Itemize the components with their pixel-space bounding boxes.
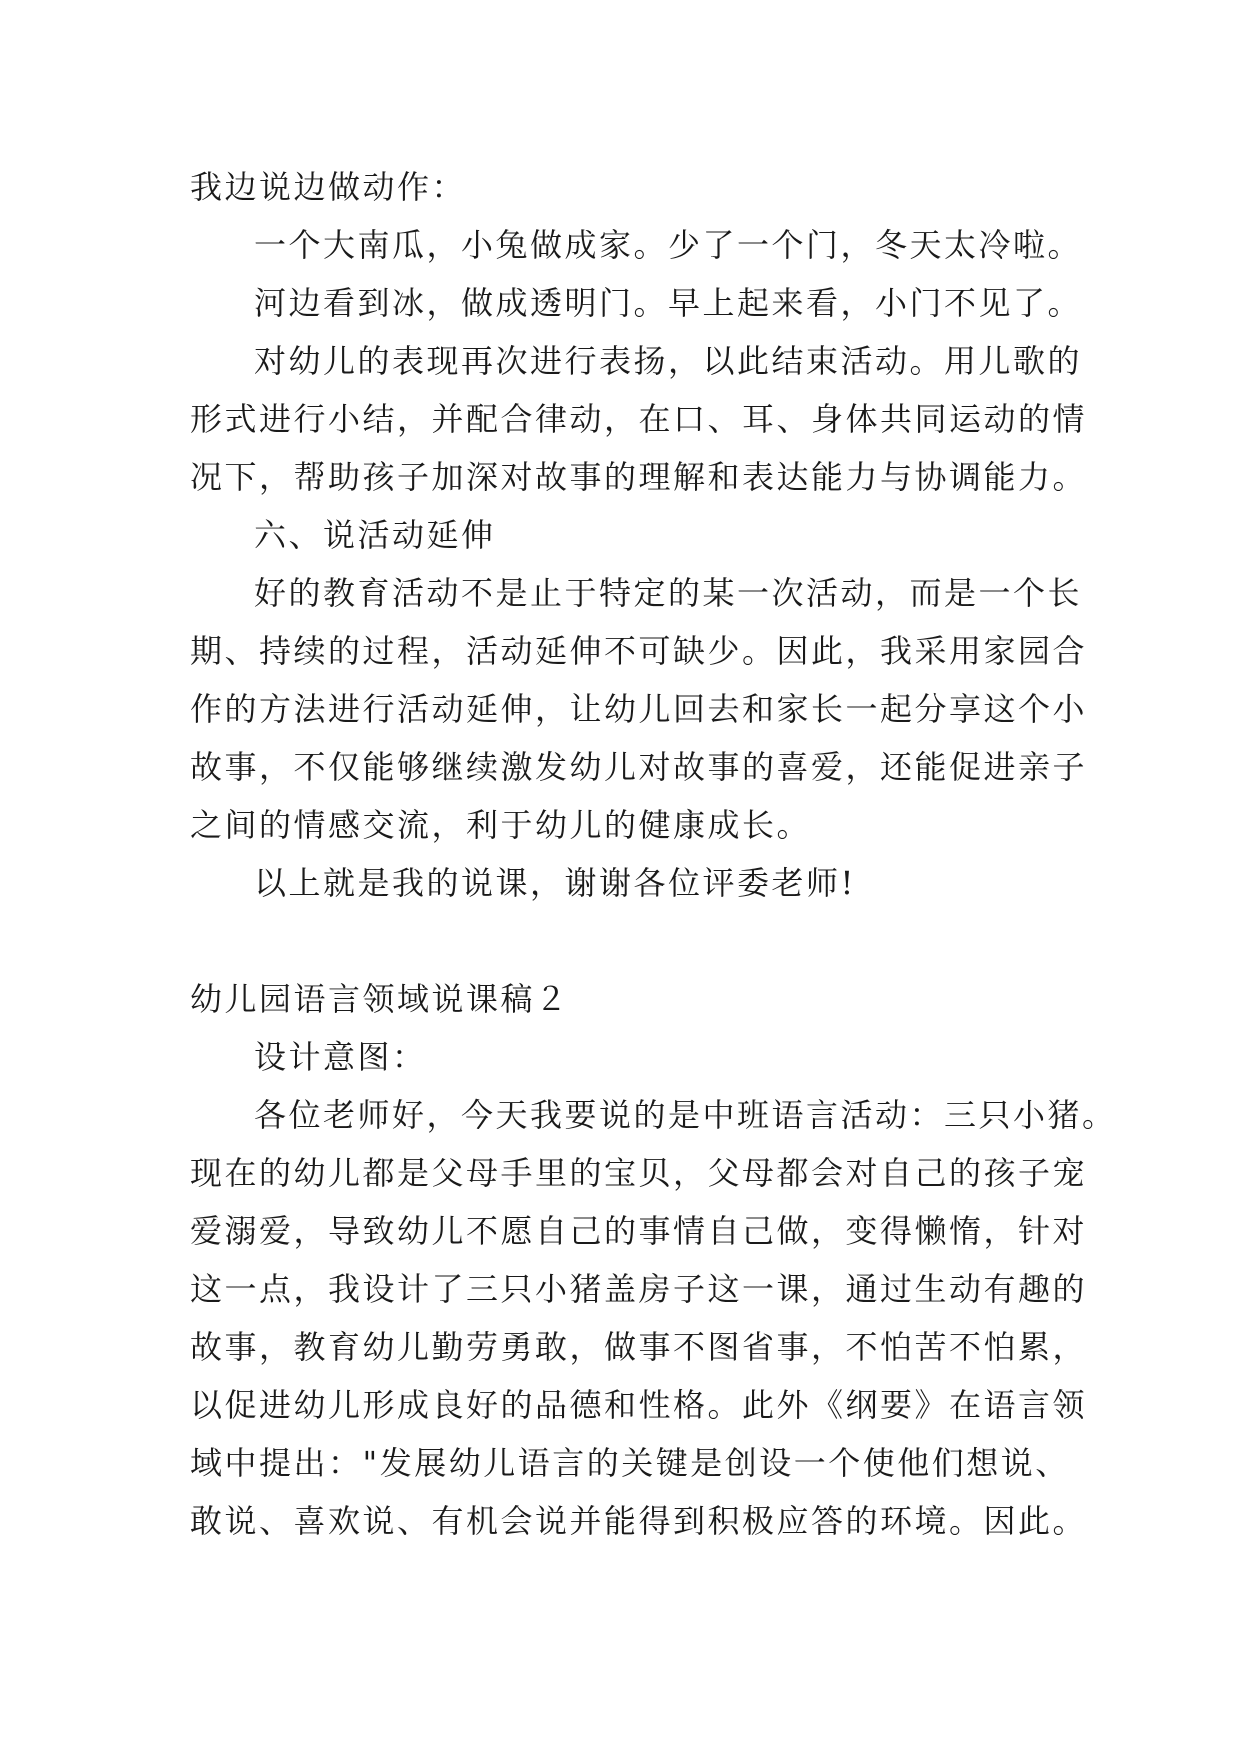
paragraph-line: 形式进行小结，并配合律动，在口、耳、身体共同运动的情 [190,400,1088,438]
paragraph-line: 敢说、喜欢说、有机会说并能得到积极应答的环境。因此。 [190,1502,1088,1540]
paragraph-line: 各位老师好，今天我要说的是中班语言活动：三只小猪。 [254,1096,1117,1134]
paragraph-line: 这一点，我设计了三只小猪盖房子这一课，通过生动有趣的 [190,1270,1088,1308]
paragraph-line: 好的教育活动不是止于特定的某一次活动，而是一个长 [254,574,1083,612]
section-heading: 六、说活动延伸 [254,516,496,554]
paragraph-line: 故事，不仅能够继续激发幼儿对故事的喜爱，还能促进亲子 [190,748,1088,786]
document-body [190,158,1117,1550]
section-heading: 设计意图： [254,1038,427,1076]
blank-gap [190,912,1080,970]
rhyme-line-1: 一个大南瓜，小兔做成家。少了一个门，冬天太冷啦。 [254,226,1083,264]
paragraph-line: 以促进幼儿形成良好的品德和性格。此外《纲要》在语言领 [190,1386,1088,1424]
paragraph-line: 作的方法进行活动延伸，让幼儿回去和家长一起分享这个小 [190,690,1088,728]
paragraph-line: 之间的情感交流，利于幼儿的健康成长。 [190,806,812,844]
paragraph-line: 现在的幼儿都是父母手里的宝贝，父母都会对自己的孩子宠 [190,1154,1088,1192]
paragraph-line: 期、持续的过程，活动延伸不可缺少。因此，我采用家园合 [190,632,1088,670]
paragraph-line: 爱溺爱，导致幼儿不愿自己的事情自己做，变得懒惰，针对 [190,1212,1088,1250]
paragraph-line: 对幼儿的表现再次进行表扬，以此结束活动。用儿歌的 [254,342,1083,380]
rhyme-line-2: 河边看到冰，做成透明门。早上起来看，小门不见了。 [254,284,1083,322]
document-title: 幼儿园语言领域说课稿２ [190,980,570,1018]
paragraph-line: 况下，帮助孩子加深对故事的理解和表达能力与协调能力。 [190,458,1088,496]
paragraph-line: 故事，教育幼儿勤劳勇敢，做事不图省事，不怕苦不怕累， [190,1328,1088,1366]
paragraph-line: 域中提出："发展幼儿语言的关键是创设一个使他们想说、 [190,1444,1070,1482]
closing-line: 以上就是我的说课，谢谢各位评委老师! [254,864,856,902]
paragraph-line: 我边说边做动作： [190,168,467,206]
